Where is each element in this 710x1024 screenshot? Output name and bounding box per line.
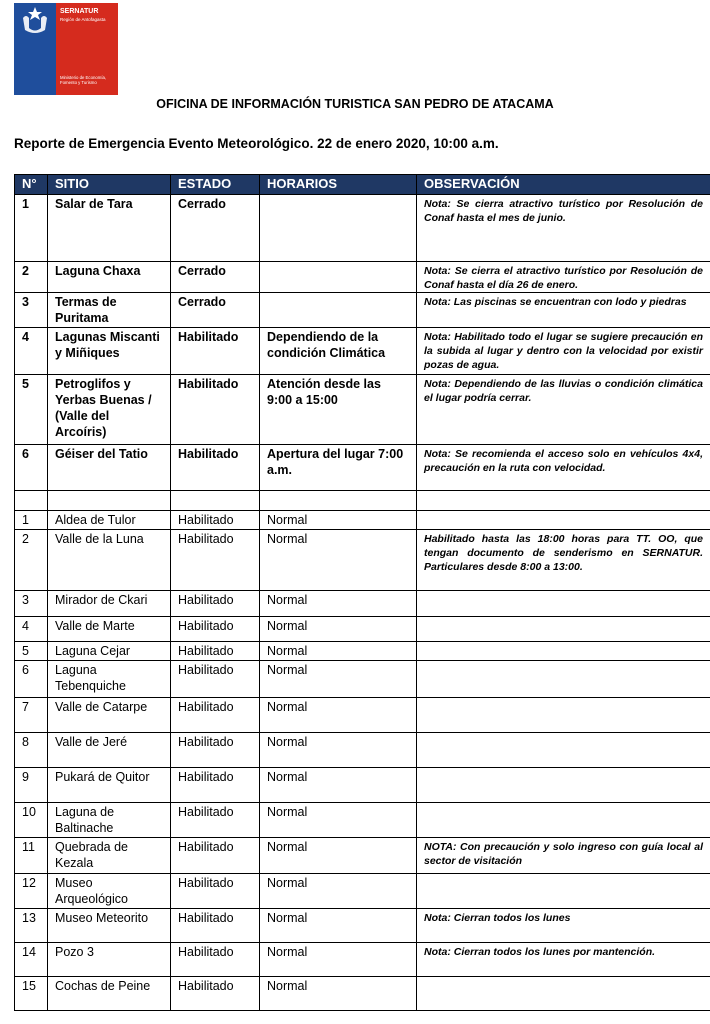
row-estado: Habilitado [171,642,260,661]
row-horarios: Normal [260,661,417,698]
row-number: 4 [15,328,48,375]
row-observacion: Nota: Habilitado todo el lugar se sugiere precaución en la subida al lugar y dentro con la velocidad por existir pozas de agua. [417,328,710,375]
row-horarios: Normal [260,768,417,803]
row-sitio: Valle de la Luna [48,530,171,591]
row-estado: Habilitado [171,977,260,1011]
row-observacion [417,591,710,617]
row-horarios: Normal [260,943,417,977]
separator-row [15,491,710,511]
table-row [15,511,710,530]
row-number: 5 [15,642,48,661]
row-observacion [417,642,710,661]
logo-ministry: Ministerio de Economía, Fomento y Turismo [60,75,107,85]
table-body [15,195,710,1011]
row-estado: Cerrado [171,262,260,293]
row-observacion: NOTA: Con precaución y solo ingreso con guía local al sector de visitación [417,838,710,874]
row-estado: Habilitado [171,803,260,838]
row-estado: Habilitado [171,733,260,768]
row-number: 4 [15,617,48,642]
table-row [15,195,710,262]
row-number: 9 [15,768,48,803]
table-row [15,803,710,838]
row-horarios: Normal [260,803,417,838]
row-horarios: Normal [260,698,417,733]
row-sitio: Quebrada de Kezala [48,838,171,874]
table-row [15,698,710,733]
row-observacion: Nota: Cierran todos los lunes [417,909,710,943]
row-sitio: Lagunas Miscanti y Miñiques [48,328,171,375]
row-number: 2 [15,530,48,591]
empty-cell [417,491,710,511]
row-observacion [417,874,710,909]
row-number: 3 [15,591,48,617]
table-row [15,530,710,591]
row-number: 1 [15,511,48,530]
logo-brand: SERNATUR [60,8,99,15]
row-observacion: Nota: Se cierra el atractivo turístico por Resolución de Conaf hasta el día 26 de enero. [417,262,710,293]
table-row [15,874,710,909]
row-horarios: Normal [260,530,417,591]
row-sitio: Aldea de Tulor [48,511,171,530]
row-number: 6 [15,661,48,698]
row-estado: Habilitado [171,768,260,803]
row-sitio: Museo Arqueológico [48,874,171,909]
row-number: 14 [15,943,48,977]
row-sitio: Cochas de Peine [48,977,171,1011]
empty-cell [48,491,171,511]
row-number: 11 [15,838,48,874]
table-row [15,262,710,293]
row-estado: Habilitado [171,445,260,491]
row-horarios: Atención desde las 9:00 a 15:00 [260,375,417,445]
row-observacion [417,803,710,838]
row-estado: Habilitado [171,530,260,591]
row-number: 8 [15,733,48,768]
row-number: 15 [15,977,48,1011]
header-estado: ESTADO [171,175,260,195]
row-sitio: Mirador de Ckari [48,591,171,617]
row-estado: Habilitado [171,511,260,530]
row-horarios: Normal [260,733,417,768]
row-number: 13 [15,909,48,943]
empty-cell [171,491,260,511]
row-observacion [417,511,710,530]
header-horarios: HORARIOS [260,175,417,195]
empty-cell [15,491,48,511]
row-estado: Cerrado [171,293,260,328]
row-horarios: Normal [260,591,417,617]
row-horarios: Normal [260,642,417,661]
row-observacion: Nota: Cierran todos los lunes por mantención. [417,943,710,977]
row-observacion [417,977,710,1011]
row-horarios: Normal [260,838,417,874]
table-row [15,328,710,375]
row-estado: Cerrado [171,195,260,262]
row-estado: Habilitado [171,943,260,977]
row-observacion [417,733,710,768]
table-row [15,977,710,1011]
row-horarios: Normal [260,977,417,1011]
header-number: N° [15,175,48,195]
row-horarios [260,195,417,262]
table-row [15,909,710,943]
row-sitio: Valle de Jeré [48,733,171,768]
row-sitio: Laguna Cejar [48,642,171,661]
row-sitio: Valle de Marte [48,617,171,642]
row-estado: Habilitado [171,375,260,445]
row-horarios: Normal [260,617,417,642]
row-observacion [417,698,710,733]
row-horarios: Normal [260,511,417,530]
row-sitio: Géiser del Tatio [48,445,171,491]
row-sitio: Laguna Chaxa [48,262,171,293]
table-row [15,591,710,617]
row-number: 6 [15,445,48,491]
table-row [15,838,710,874]
row-sitio: Valle de Catarpe [48,698,171,733]
table-row [15,617,710,642]
table-row [15,375,710,445]
row-sitio: Museo Meteorito [48,909,171,943]
row-observacion: Nota: Las piscinas se encuentran con lodo y piedras [417,293,710,328]
row-estado: Habilitado [171,591,260,617]
row-estado: Habilitado [171,661,260,698]
row-sitio: Petroglifos y Yerbas Buenas / (Valle del Arcoíris) [48,375,171,445]
row-estado: Habilitado [171,909,260,943]
row-sitio: Laguna Tebenquiche [48,661,171,698]
row-sitio: Termas de Puritama [48,293,171,328]
sites-status-table [14,174,710,1011]
row-horarios: Dependiendo de la condición Climática [260,328,417,375]
row-estado: Habilitado [171,617,260,642]
row-number: 7 [15,698,48,733]
row-horarios [260,293,417,328]
report-subtitle: Reporte de Emergencia Evento Meteorológico. 22 de enero 2020, 10:00 a.m. [14,136,499,151]
row-estado: Habilitado [171,328,260,375]
row-observacion: Habilitado hasta las 18:00 horas para TT. OO, que tengan documento de senderismo en SERNATUR. Particulares desde 8:00 a 13:00. [417,530,710,591]
row-sitio: Pozo 3 [48,943,171,977]
row-horarios: Apertura del lugar 7:00 a.m. [260,445,417,491]
table-row [15,293,710,328]
row-sitio: Pukará de Quitor [48,768,171,803]
table-row [15,768,710,803]
row-number: 10 [15,803,48,838]
row-estado: Habilitado [171,874,260,909]
row-horarios: Normal [260,909,417,943]
logo-region: Región de Antofagasta [60,17,106,22]
row-number: 2 [15,262,48,293]
table-row [15,661,710,698]
empty-cell [260,491,417,511]
table-row [15,642,710,661]
row-number: 12 [15,874,48,909]
coat-of-arms-icon [20,6,50,34]
row-horarios: Normal [260,874,417,909]
row-estado: Habilitado [171,838,260,874]
sernatur-logo [14,3,118,95]
row-observacion: Nota: Dependiendo de las lluvias o condición climática el lugar podría cerrar. [417,375,710,445]
row-observacion [417,768,710,803]
table-row [15,445,710,491]
row-observacion: Nota: Se cierra atractivo turístico por Resolución de Conaf hasta el mes de junio. [417,195,710,262]
table-header-row [15,175,710,195]
table-row [15,943,710,977]
row-sitio: Laguna de Baltinache [48,803,171,838]
row-observacion [417,617,710,642]
header-observacion: OBSERVACIÓN [417,175,710,195]
document-title: OFICINA DE INFORMACIÓN TURISTICA SAN PEDRO DE ATACAMA [156,97,554,111]
header-sitio: SITIO [48,175,171,195]
row-observacion: Nota: Se recomienda el acceso solo en vehículos 4x4, precaución en la ruta con velocidad. [417,445,710,491]
row-number: 1 [15,195,48,262]
row-number: 3 [15,293,48,328]
row-sitio: Salar de Tara [48,195,171,262]
row-estado: Habilitado [171,698,260,733]
row-horarios [260,262,417,293]
row-number: 5 [15,375,48,445]
table-row [15,733,710,768]
row-observacion [417,661,710,698]
